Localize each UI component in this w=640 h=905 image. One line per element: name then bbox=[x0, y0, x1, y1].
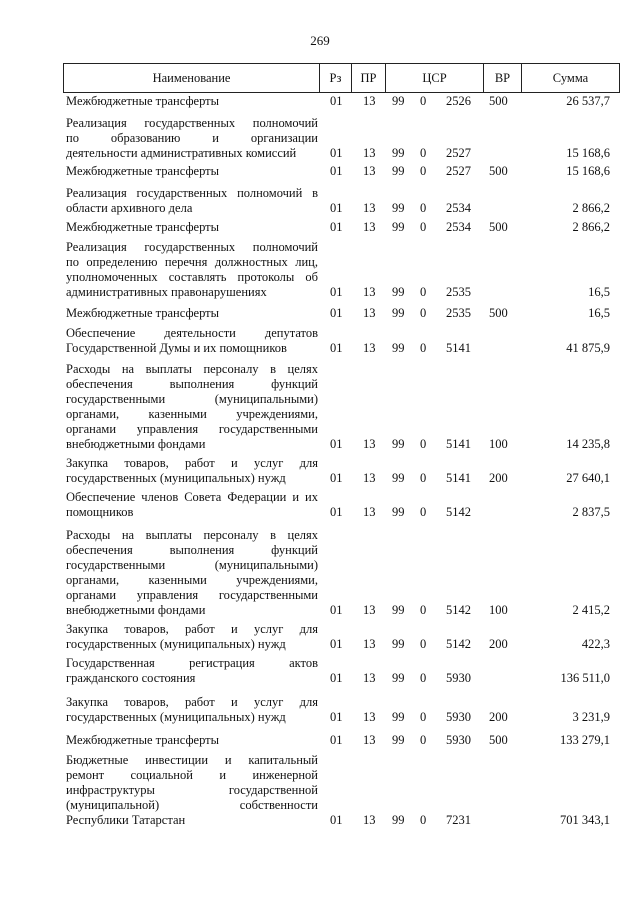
cell-vr: 200 bbox=[489, 710, 508, 724]
row-name-line: по определению перечня должностных лиц, bbox=[66, 255, 318, 269]
row-name-line: органами, казенными учреждениями, bbox=[66, 573, 318, 587]
cell-c2: 0 bbox=[420, 505, 427, 519]
cell-vr: 200 bbox=[489, 637, 508, 651]
row-name-line: Обеспечение деятельности депутатов bbox=[66, 326, 318, 340]
row-name-line: Государственной Думы и их помощников bbox=[66, 341, 287, 355]
cell-c1: 99 bbox=[392, 813, 405, 827]
cell-pr: 13 bbox=[363, 437, 376, 451]
cell-rz: 01 bbox=[330, 733, 343, 747]
cell-c1: 99 bbox=[392, 146, 405, 160]
row-name-line: государственных (муниципальных) нужд bbox=[66, 637, 286, 651]
row-name bbox=[66, 656, 318, 686]
row-name-line: Межбюджетные трансферты bbox=[66, 306, 220, 320]
row-name bbox=[66, 490, 318, 520]
table-row bbox=[0, 362, 640, 452]
cell-c3: 5930 bbox=[446, 671, 471, 685]
table-row bbox=[0, 656, 640, 686]
row-name bbox=[66, 240, 318, 300]
cell-c2: 0 bbox=[420, 637, 427, 651]
cell-pr: 13 bbox=[363, 637, 376, 651]
cell-c3: 2527 bbox=[446, 146, 471, 160]
cell-rz: 01 bbox=[330, 341, 343, 355]
cell-rz: 01 bbox=[330, 220, 343, 234]
row-name-line: государственными (муниципальными) bbox=[66, 392, 318, 406]
row-name-line: Государственная регистрация актов bbox=[66, 656, 318, 670]
cell-c3: 5142 bbox=[446, 505, 471, 519]
cell-c3: 5142 bbox=[446, 637, 471, 651]
header-rz: Рз bbox=[320, 64, 352, 92]
cell-c2: 0 bbox=[420, 341, 427, 355]
row-name bbox=[66, 362, 318, 452]
row-name-line: органами управления государственными bbox=[66, 422, 318, 436]
cell-c3: 5930 bbox=[446, 733, 471, 747]
cell-rz: 01 bbox=[330, 306, 343, 320]
cell-pr: 13 bbox=[363, 710, 376, 724]
cell-pr: 13 bbox=[363, 164, 376, 178]
cell-sum: 2 866,2 bbox=[572, 220, 610, 234]
cell-c1: 99 bbox=[392, 201, 405, 215]
cell-c2: 0 bbox=[420, 201, 427, 215]
cell-c3: 2534 bbox=[446, 201, 471, 215]
row-name-line: гражданского состояния bbox=[66, 671, 196, 685]
row-name-line: Реализация государственных полномочий bbox=[66, 116, 318, 130]
cell-rz: 01 bbox=[330, 671, 343, 685]
cell-c2: 0 bbox=[420, 306, 427, 320]
table-row bbox=[0, 326, 640, 356]
row-name-line: деятельности административных комиссий bbox=[66, 146, 297, 160]
cell-c1: 99 bbox=[392, 285, 405, 299]
cell-rz: 01 bbox=[330, 201, 343, 215]
cell-rz: 01 bbox=[330, 637, 343, 651]
row-name-line: ремонт социальной и инженерной bbox=[66, 768, 318, 782]
cell-pr: 13 bbox=[363, 220, 376, 234]
row-name-line: административных правонарушениях bbox=[66, 285, 267, 299]
cell-sum: 2 837,5 bbox=[572, 505, 610, 519]
cell-c3: 5930 bbox=[446, 710, 471, 724]
cell-c2: 0 bbox=[420, 94, 427, 108]
row-name-line: помощников bbox=[66, 505, 134, 519]
row-name-line: Расходы на выплаты персоналу в целях bbox=[66, 362, 318, 376]
cell-vr: 500 bbox=[489, 164, 508, 178]
row-name-line: Закупка товаров, работ и услуг для bbox=[66, 695, 318, 709]
row-name bbox=[66, 622, 318, 652]
cell-rz: 01 bbox=[330, 285, 343, 299]
cell-sum: 3 231,9 bbox=[572, 710, 610, 724]
row-name bbox=[66, 528, 318, 618]
cell-c2: 0 bbox=[420, 146, 427, 160]
row-name bbox=[66, 695, 318, 725]
cell-pr: 13 bbox=[363, 285, 376, 299]
cell-c1: 99 bbox=[392, 164, 405, 178]
cell-pr: 13 bbox=[363, 201, 376, 215]
row-name bbox=[66, 164, 318, 179]
cell-c1: 99 bbox=[392, 306, 405, 320]
row-name bbox=[66, 306, 318, 321]
table-row bbox=[0, 186, 640, 216]
cell-c2: 0 bbox=[420, 603, 427, 617]
table-row bbox=[0, 695, 640, 725]
row-name-line: Расходы на выплаты персоналу в целях bbox=[66, 528, 318, 542]
table-row bbox=[0, 622, 640, 652]
row-name-line: внебюджетными фондами bbox=[66, 437, 206, 451]
cell-sum: 26 537,7 bbox=[566, 94, 610, 108]
cell-c1: 99 bbox=[392, 437, 405, 451]
header-vr: ВР bbox=[484, 64, 522, 92]
cell-rz: 01 bbox=[330, 505, 343, 519]
table-row bbox=[0, 528, 640, 618]
cell-vr: 100 bbox=[489, 603, 508, 617]
cell-vr: 500 bbox=[489, 733, 508, 747]
cell-sum: 27 640,1 bbox=[566, 471, 610, 485]
cell-c1: 99 bbox=[392, 733, 405, 747]
cell-c2: 0 bbox=[420, 285, 427, 299]
row-name-line: Республики Татарстан bbox=[66, 813, 186, 827]
cell-sum: 15 168,6 bbox=[566, 146, 610, 160]
table-row bbox=[0, 753, 640, 828]
row-name-line: государственными (муниципальными) bbox=[66, 558, 318, 572]
page-number: 269 bbox=[310, 33, 330, 48]
cell-c3: 5141 bbox=[446, 437, 471, 451]
table-row bbox=[0, 306, 640, 321]
cell-sum: 15 168,6 bbox=[566, 164, 610, 178]
cell-c2: 0 bbox=[420, 437, 427, 451]
cell-sum: 2 866,2 bbox=[572, 201, 610, 215]
cell-c3: 7231 bbox=[446, 813, 471, 827]
cell-vr: 500 bbox=[489, 220, 508, 234]
cell-c1: 99 bbox=[392, 671, 405, 685]
cell-c2: 0 bbox=[420, 733, 427, 747]
cell-sum: 133 279,1 bbox=[560, 733, 610, 747]
cell-c3: 5141 bbox=[446, 471, 471, 485]
cell-c2: 0 bbox=[420, 813, 427, 827]
row-name-line: Закупка товаров, работ и услуг для bbox=[66, 622, 318, 636]
cell-pr: 13 bbox=[363, 671, 376, 685]
row-name bbox=[66, 456, 318, 486]
cell-rz: 01 bbox=[330, 603, 343, 617]
row-name bbox=[66, 753, 318, 828]
row-name bbox=[66, 220, 318, 235]
cell-sum: 41 875,9 bbox=[566, 341, 610, 355]
cell-c3: 2534 bbox=[446, 220, 471, 234]
cell-c2: 0 bbox=[420, 471, 427, 485]
row-name-line: органами, казенными учреждениями, bbox=[66, 407, 318, 421]
cell-sum: 701 343,1 bbox=[560, 813, 610, 827]
cell-c1: 99 bbox=[392, 341, 405, 355]
row-name bbox=[66, 186, 318, 216]
row-name-line: Межбюджетные трансферты bbox=[66, 94, 220, 108]
header-name: Наименование bbox=[64, 64, 320, 92]
cell-c2: 0 bbox=[420, 710, 427, 724]
table-row bbox=[0, 456, 640, 486]
cell-c3: 2535 bbox=[446, 285, 471, 299]
row-name-line: обеспечения выполнения функций bbox=[66, 543, 318, 557]
table-row bbox=[0, 490, 640, 520]
cell-pr: 13 bbox=[363, 733, 376, 747]
row-name-line: государственных (муниципальных) нужд bbox=[66, 471, 286, 485]
row-name bbox=[66, 116, 318, 161]
row-name-line: органами управления государственными bbox=[66, 588, 318, 602]
cell-rz: 01 bbox=[330, 94, 343, 108]
cell-c1: 99 bbox=[392, 505, 405, 519]
cell-pr: 13 bbox=[363, 146, 376, 160]
cell-c1: 99 bbox=[392, 710, 405, 724]
table-row bbox=[0, 733, 640, 748]
row-name-line: государственных (муниципальных) нужд bbox=[66, 710, 286, 724]
table-row bbox=[0, 116, 640, 161]
header-csr: ЦСР bbox=[386, 64, 484, 92]
row-name bbox=[66, 733, 318, 748]
cell-sum: 136 511,0 bbox=[560, 671, 610, 685]
cell-pr: 13 bbox=[363, 505, 376, 519]
cell-c2: 0 bbox=[420, 164, 427, 178]
cell-rz: 01 bbox=[330, 471, 343, 485]
cell-pr: 13 bbox=[363, 603, 376, 617]
table-row bbox=[0, 94, 640, 109]
cell-rz: 01 bbox=[330, 710, 343, 724]
row-name-line: Реализация государственных полномочий bbox=[66, 240, 318, 254]
row-name bbox=[66, 94, 318, 109]
cell-pr: 13 bbox=[363, 471, 376, 485]
cell-c3: 2526 bbox=[446, 94, 471, 108]
row-name-line: внебюджетными фондами bbox=[66, 603, 206, 617]
cell-sum: 16,5 bbox=[588, 306, 610, 320]
cell-vr: 500 bbox=[489, 94, 508, 108]
cell-c3: 2527 bbox=[446, 164, 471, 178]
cell-c2: 0 bbox=[420, 671, 427, 685]
cell-pr: 13 bbox=[363, 341, 376, 355]
cell-rz: 01 bbox=[330, 146, 343, 160]
cell-pr: 13 bbox=[363, 306, 376, 320]
table-row bbox=[0, 220, 640, 235]
header-pr: ПР bbox=[352, 64, 386, 92]
cell-sum: 14 235,8 bbox=[566, 437, 610, 451]
row-name bbox=[66, 326, 318, 356]
cell-rz: 01 bbox=[330, 813, 343, 827]
cell-pr: 13 bbox=[363, 813, 376, 827]
row-name-line: Реализация государственных полномочий в bbox=[66, 186, 318, 200]
row-name-line: Межбюджетные трансферты bbox=[66, 164, 220, 178]
cell-pr: 13 bbox=[363, 94, 376, 108]
cell-vr: 500 bbox=[489, 306, 508, 320]
row-name-line: по образованию и организации bbox=[66, 131, 318, 145]
cell-vr: 200 bbox=[489, 471, 508, 485]
row-name-line: Межбюджетные трансферты bbox=[66, 220, 220, 234]
row-name-line: инфраструктуры государственной bbox=[66, 783, 318, 797]
cell-c1: 99 bbox=[392, 94, 405, 108]
cell-rz: 01 bbox=[330, 164, 343, 178]
cell-sum: 422,3 bbox=[581, 637, 610, 651]
row-name-line: Обеспечение членов Совета Федерации и их bbox=[66, 490, 318, 504]
cell-c3: 5142 bbox=[446, 603, 471, 617]
cell-c1: 99 bbox=[392, 220, 405, 234]
row-name-line: уполномоченных составлять протоколы об bbox=[66, 270, 318, 284]
cell-rz: 01 bbox=[330, 437, 343, 451]
cell-c3: 2535 bbox=[446, 306, 471, 320]
cell-vr: 100 bbox=[489, 437, 508, 451]
cell-c1: 99 bbox=[392, 471, 405, 485]
row-name-line: Межбюджетные трансферты bbox=[66, 733, 220, 747]
table-header bbox=[63, 63, 620, 93]
header-sum: Сумма bbox=[552, 71, 589, 85]
table-row bbox=[0, 240, 640, 300]
cell-c1: 99 bbox=[392, 637, 405, 651]
row-name-line: области архивного дела bbox=[66, 201, 193, 215]
row-name-line: обеспечения выполнения функций bbox=[66, 377, 318, 391]
row-name-line: Бюджетные инвестиции и капитальный bbox=[66, 753, 318, 767]
cell-c1: 99 bbox=[392, 603, 405, 617]
cell-c3: 5141 bbox=[446, 341, 471, 355]
cell-sum: 2 415,2 bbox=[572, 603, 610, 617]
row-name-line: (муниципальной) собственности bbox=[66, 798, 318, 812]
cell-sum: 16,5 bbox=[588, 285, 610, 299]
cell-c2: 0 bbox=[420, 220, 427, 234]
table-row bbox=[0, 164, 640, 179]
row-name-line: Закупка товаров, работ и услуг для bbox=[66, 456, 318, 470]
